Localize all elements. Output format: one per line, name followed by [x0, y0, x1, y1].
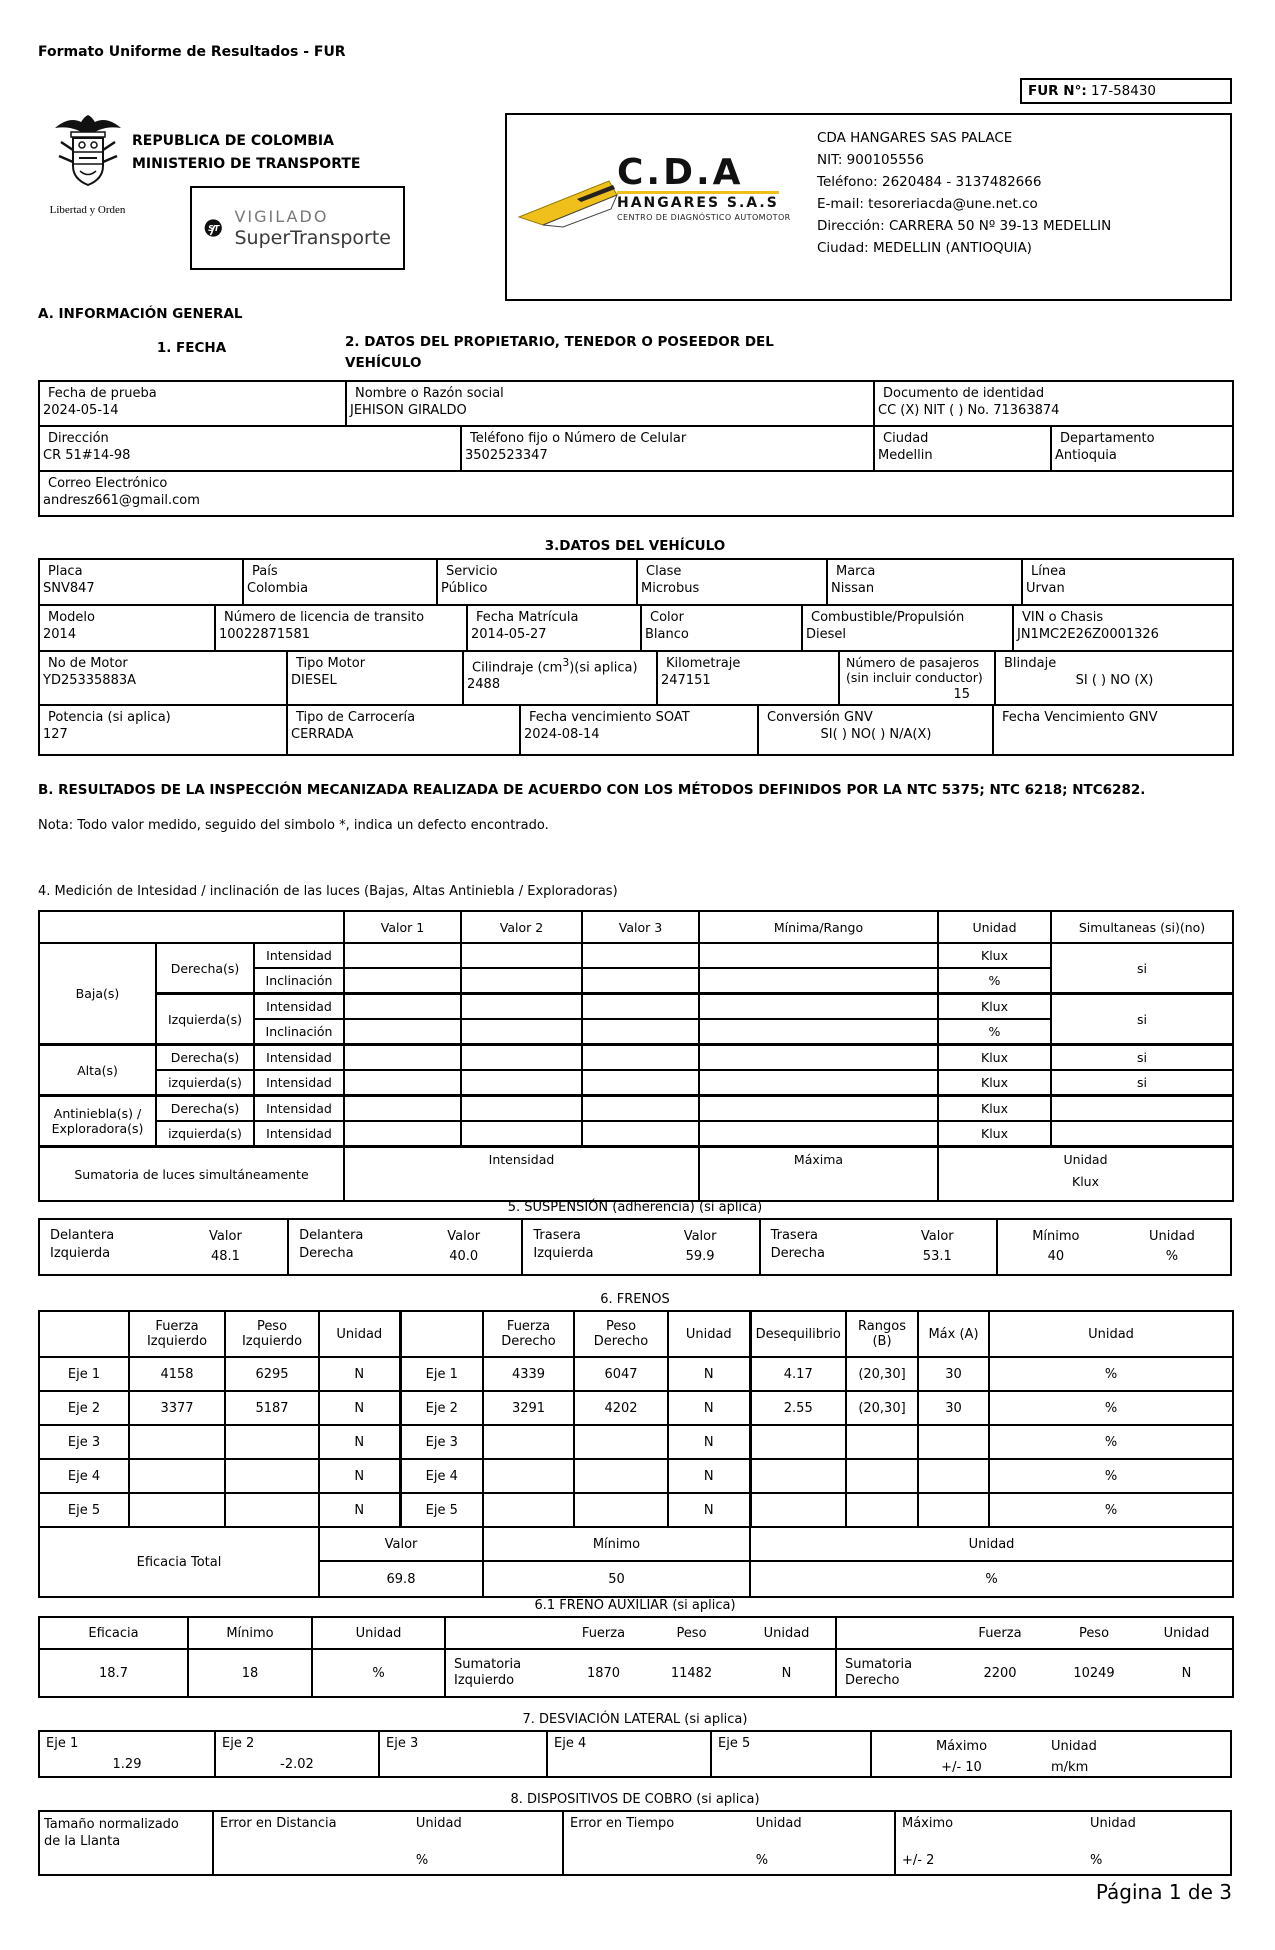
aux-blank	[445, 1617, 562, 1649]
field-placa: Placa SNV847	[39, 559, 243, 605]
empty-cell	[344, 1045, 461, 1071]
lights-unit: Klux	[938, 1121, 1051, 1147]
colombia-coat-of-arms-icon	[49, 112, 127, 200]
suspension-cell: Trasera Derecha Valor 53.1	[761, 1220, 998, 1274]
frenos-corner-cell	[400, 1311, 483, 1357]
field-soat: Fecha vencimiento SOAT 2024-08-14	[520, 705, 758, 755]
desviacion-eje: Eje 3	[380, 1732, 548, 1776]
empty-cell	[344, 1096, 461, 1122]
lights-metric: Intensidad	[254, 1096, 344, 1122]
lights-sim: si	[1051, 1070, 1233, 1096]
lights-unit: Klux	[938, 994, 1051, 1020]
general-info-table	[38, 380, 1234, 517]
aux-izq-unidad: N	[738, 1649, 836, 1697]
frenos-header: Máx (A)	[918, 1311, 989, 1357]
cda-logo-band: HANGARES S.A.S	[617, 191, 779, 211]
cda-name: CDA HANGARES SAS PALACE	[817, 130, 1013, 146]
empty-cell	[344, 943, 461, 968]
empty-cell	[582, 1121, 699, 1147]
suspension-cell: Delantera Derecha Valor 40.0	[289, 1220, 523, 1274]
lights-group-alta: Alta(s)	[39, 1045, 156, 1096]
cobro-tiempo-group: Error en Tiempo Unidad %	[564, 1812, 896, 1874]
aux-sum-izq-label: Sumatoria Izquierdo	[454, 1657, 522, 1688]
empty-cell	[582, 1096, 699, 1122]
coat-of-arms-block	[40, 112, 135, 216]
frenos-eficacia-unidad: %	[750, 1561, 1233, 1597]
empty-cell	[344, 1121, 461, 1147]
frenos-eficacia-header: Unidad	[750, 1527, 1233, 1561]
frenos-eficacia-header: Mínimo	[483, 1527, 750, 1561]
frenos-eficacia-valor: 69.8	[319, 1561, 483, 1597]
field-cilindraje: Cilindraje $(cm^3)(si$ aplica) 2488	[463, 651, 657, 705]
empty-cell	[344, 968, 461, 994]
lights-metric: Intensidad	[254, 943, 344, 968]
lights-unit: %	[938, 1019, 1051, 1045]
frenos-row: Eje 5 N Eje 5 N %	[39, 1493, 1233, 1527]
fecha-section-title: 1. FECHA	[156, 340, 227, 356]
empty-cell	[461, 994, 582, 1020]
section-b-title: B. RESULTADOS DE LA INSPECCIÓN MECANIZADA REALIZADA DE ACUERDO CON LOS MÉTODOS DEFINIDOS POR LA NTC 5375; NTC 6218; NTC6282.	[38, 782, 1146, 798]
cda-nit: NIT: 900105556	[817, 152, 924, 168]
lights-side-izquierda: Izquierda(s)	[156, 994, 254, 1045]
lights-metric: Inclinación	[254, 1019, 344, 1045]
empty-cell	[582, 1045, 699, 1071]
field-modelo: Modelo 2014	[39, 605, 215, 651]
cda-address: Dirección: CARRERA 50 Nº 39-13 MEDELLIN	[817, 218, 1112, 234]
fur-number-box	[1020, 78, 1232, 104]
aux-header: Mínimo	[188, 1617, 312, 1649]
field-no-motor: No de Motor YD25335883A	[39, 651, 287, 705]
cda-email: E-mail: tesoreriacda@une.net.co	[817, 196, 1038, 212]
lights-metric: Intensidad	[254, 994, 344, 1020]
aux-header: Fuerza	[953, 1617, 1047, 1649]
lights-sum-maxima: Máxima	[699, 1147, 938, 1202]
field-pasajeros: Número de pasajeros (sin incluir conductor) 15	[839, 651, 995, 705]
lights-table	[38, 910, 1234, 1202]
coat-caption: Libertad y Orden	[49, 204, 126, 216]
lights-side-derecha: Derecha(s)	[156, 1096, 254, 1122]
lights-sim: si	[1051, 1045, 1233, 1071]
ministry-line: MINISTERIO DE TRANSPORTE	[132, 156, 361, 172]
lights-metric: Intensidad	[254, 1070, 344, 1096]
lights-unit: %	[938, 968, 1051, 994]
field-gnv: Conversión GNV SI( ) NO( ) N/A(X)	[758, 705, 993, 755]
empty-cell	[461, 943, 582, 968]
aux-header: Peso	[645, 1617, 738, 1649]
cobro-tire-label: Tamaño normalizado de la Llanta	[40, 1812, 214, 1874]
lights-unit: Klux	[938, 1045, 1051, 1071]
empty-cell	[699, 1019, 938, 1045]
suspension-table	[38, 1218, 1232, 1276]
empty-cell	[699, 1070, 938, 1096]
field-potencia: Potencia (si aplica) 127	[39, 705, 287, 755]
suspension-min-unit: Mínimo 40 Unidad %	[1032, 1229, 1195, 1264]
lights-sim	[1051, 1096, 1233, 1122]
supertransporte-st-icon	[204, 199, 222, 257]
suspension-cell: Trasera Izquierda Valor 59.9	[523, 1220, 760, 1274]
supertransporte-box	[190, 186, 405, 270]
empty-cell	[461, 1045, 582, 1071]
freno-aux-table	[38, 1616, 1234, 1698]
aux-header: Unidad	[312, 1617, 445, 1649]
cobro-title: 8. DISPOSITIVOS DE COBRO (si aplica)	[510, 1792, 760, 1807]
empty-cell	[461, 1019, 582, 1045]
frenos-header: Unidad	[319, 1311, 400, 1357]
frenos-header: Peso Derecho	[574, 1311, 668, 1357]
frenos-header: Peso Izquierdo	[225, 1311, 319, 1357]
field-matricula: Fecha Matrícula 2014-05-27	[467, 605, 641, 651]
lights-corner-cell	[39, 911, 344, 943]
empty-cell	[344, 1070, 461, 1096]
vehicle-section-title: 3.DATOS DEL VEHÍCULO	[544, 538, 726, 554]
desviacion-eje: Eje 1 1.29	[40, 1732, 216, 1776]
lights-group-baja: Baja(s)	[39, 943, 156, 1045]
field-ciudad: Ciudad Medellin	[874, 426, 1051, 471]
lights-sim: si	[1051, 943, 1233, 994]
lights-side-derecha: Derecha(s)	[156, 1045, 254, 1071]
lights-header-valor1: Valor 1	[344, 911, 461, 943]
fur-label: FUR N°:	[1028, 83, 1087, 99]
lights-header-minima: Mínima/Rango	[699, 911, 938, 943]
aux-header: Unidad	[1141, 1617, 1233, 1649]
nota-text: Nota: Todo valor medido, seguido del simbolo *, indica un defecto encontrado.	[38, 818, 549, 833]
empty-cell	[699, 968, 938, 994]
cobro-max-group: Máximo Unidad +/- 2 %	[902, 1816, 1136, 1868]
desviacion-title: 7. DESVIACIÓN LATERAL (si aplica)	[522, 1712, 748, 1727]
frenos-corner-cell	[39, 1311, 129, 1357]
lights-unit: Klux	[938, 943, 1051, 968]
cda-swoosh-icon	[517, 171, 627, 231]
empty-cell	[699, 1121, 938, 1147]
pasajeros-value: 15	[953, 687, 970, 702]
cda-logo-main: C.D.A	[617, 152, 744, 193]
cobro-table	[38, 1810, 1232, 1876]
aux-eficacia: 18.7	[39, 1649, 188, 1697]
lights-metric: Intensidad	[254, 1045, 344, 1071]
frenos-header: Unidad	[989, 1311, 1233, 1357]
field-servicio: Servicio Público	[437, 559, 637, 605]
lights-side-izquierda: izquierda(s)	[156, 1070, 254, 1096]
owner-section-title: 2. DATOS DEL PROPIETARIO, TENEDOR O POSEEDOR DEL VEHÍCULO	[345, 334, 774, 371]
field-combustible: Combustible/Propulsión Diesel	[802, 605, 1013, 651]
empty-cell	[461, 1096, 582, 1122]
lights-side-derecha: Derecha(s)	[156, 943, 254, 994]
vehicle-table	[38, 558, 1232, 756]
lights-sum-intensidad: Intensidad	[344, 1147, 699, 1202]
cda-info-block	[817, 127, 1111, 259]
suspension-title: 5. SUSPENSIÓN (adherencia) (si aplica)	[507, 1200, 763, 1215]
cda-header-box	[505, 113, 1232, 301]
lights-unit: Klux	[938, 1070, 1051, 1096]
form-title: Formato Uniforme de Resultados - FUR	[38, 44, 346, 60]
aux-blank	[836, 1617, 953, 1649]
empty-cell	[582, 943, 699, 968]
lights-header-simultaneas: Simultaneas (si)(no)	[1051, 911, 1233, 943]
frenos-eficacia-minimo: 50	[483, 1561, 750, 1597]
aux-header: Unidad	[738, 1617, 836, 1649]
aux-header: Fuerza	[562, 1617, 645, 1649]
field-fecha-prueba: Fecha de prueba 2024-05-14	[39, 381, 346, 426]
aux-unidad: %	[312, 1649, 445, 1697]
field-marca: Marca Nissan	[827, 559, 1022, 605]
lights-header-valor3: Valor 3	[582, 911, 699, 943]
lights-sim: si	[1051, 994, 1233, 1045]
frenos-row: Eje 2 3377 5187 N Eje 2 3291 4202 N 2.55 (20,30] 30 %	[39, 1391, 1233, 1425]
lights-header-unidad: Unidad	[938, 911, 1051, 943]
frenos-row: Eje 3 N Eje 3 N %	[39, 1425, 1233, 1459]
desviacion-max-unit: Máximo +/- 10 Unidad m/km	[935, 1739, 1097, 1775]
empty-cell	[582, 968, 699, 994]
page-number: Página 1 de 3	[1095, 1880, 1232, 1904]
field-documento: Documento de identidad CC (X) NIT ( ) No. 71363874	[874, 381, 1233, 426]
aux-header: Eficacia	[39, 1617, 188, 1649]
field-carroceria: Tipo de Carrocería CERRADA	[287, 705, 520, 755]
lights-group-antiniebla: Antiniebla(s) / Exploradora(s)	[39, 1096, 156, 1147]
aux-der-fuerza: 2200	[983, 1665, 1017, 1681]
desviacion-eje: Eje 2 -2.02	[216, 1732, 380, 1776]
aux-header: Peso	[1047, 1617, 1141, 1649]
empty-cell	[699, 1096, 938, 1122]
empty-cell	[344, 1019, 461, 1045]
frenos-title: 6. FRENOS	[600, 1292, 670, 1307]
lights-metric: Intensidad	[254, 1121, 344, 1147]
empty-cell	[461, 1121, 582, 1147]
cda-city: Ciudad: MEDELLIN (ANTIOQUIA)	[817, 240, 1032, 256]
freno-aux-title: 6.1 FRENO AUXILIAR (si aplica)	[534, 1598, 736, 1613]
frenos-row: Eje 4 N Eje 4 N %	[39, 1459, 1233, 1493]
frenos-eficacia-header: Valor	[319, 1527, 483, 1561]
field-linea: Línea Urvan	[1022, 559, 1233, 605]
cobro-distancia-group: Error en Distancia Unidad %	[214, 1812, 564, 1874]
supertransporte-label: SuperTransporte	[234, 226, 391, 249]
lights-unit: Klux	[938, 1096, 1051, 1122]
field-nombre: Nombre o Razón social JEHISON GIRALDO	[346, 381, 874, 426]
field-licencia: Número de licencia de transito 10022871581	[215, 605, 467, 651]
frenos-header: Fuerza Derecho	[483, 1311, 574, 1357]
fur-number: 17-58430	[1091, 83, 1157, 99]
lights-metric: Inclinación	[254, 968, 344, 994]
lights-header-valor2: Valor 2	[461, 911, 582, 943]
empty-cell	[699, 994, 938, 1020]
aux-sum-der-label: Sumatoria Derecho	[845, 1657, 913, 1688]
frenos-header: Desequilibrio	[750, 1311, 846, 1357]
desviacion-eje: Eje 4	[548, 1732, 712, 1776]
frenos-header: Rangos (B)	[846, 1311, 918, 1357]
suspension-cell: Delantera Izquierda Valor 48.1	[40, 1220, 289, 1274]
aux-izq-fuerza: 1870	[586, 1665, 621, 1681]
field-correo: Correo Electrónico andresz661@gmail.com	[39, 471, 1233, 516]
republic-line: REPUBLICA DE COLOMBIA	[132, 133, 334, 149]
aux-der-unidad: N	[1181, 1665, 1192, 1681]
empty-cell	[699, 943, 938, 968]
aux-izq-peso: 11482	[670, 1665, 713, 1681]
frenos-row: Eje 1 4158 6295 N Eje 1 4339 6047 N 4.17 (20,30] 30 %	[39, 1357, 1233, 1391]
cda-phone: Teléfono: 2620484 - 3137482666	[817, 174, 1042, 190]
aux-minimo: 18	[188, 1649, 312, 1697]
frenos-header: Unidad	[668, 1311, 750, 1357]
lights-sim	[1051, 1121, 1233, 1147]
empty-cell	[582, 1070, 699, 1096]
aux-der-peso: 10249	[1073, 1665, 1115, 1681]
section-a-title: A. INFORMACIÓN GENERAL	[38, 306, 243, 322]
field-gnv-vencimiento: Fecha Vencimiento GNV	[993, 705, 1233, 755]
field-direccion: Dirección CR 51#14-98	[39, 426, 461, 471]
ministry-block	[132, 130, 360, 176]
field-blindaje: Blindaje SI ( ) NO (X)	[995, 651, 1233, 705]
empty-cell	[699, 1045, 938, 1071]
field-kilometraje: Kilometraje 247151	[657, 651, 839, 705]
field-departamento: Departamento Antioquia	[1051, 426, 1233, 471]
lights-sum-unidad: Unidad Klux	[938, 1147, 1233, 1202]
cda-logo	[525, 152, 805, 222]
frenos-table	[38, 1310, 1234, 1598]
desviacion-table	[38, 1730, 1232, 1778]
empty-cell	[461, 968, 582, 994]
field-tipo-motor: Tipo Motor DIESEL	[287, 651, 463, 705]
desviacion-eje: Eje 5	[712, 1732, 872, 1776]
frenos-header: Fuerza Izquierdo	[129, 1311, 225, 1357]
empty-cell	[461, 1070, 582, 1096]
empty-cell	[582, 1019, 699, 1045]
svg-text:ST: ST	[208, 223, 220, 233]
lights-side-izquierda: izquierda(s)	[156, 1121, 254, 1147]
field-vin: VIN o Chasis JN1MC2E26Z0001326	[1013, 605, 1233, 651]
empty-cell	[582, 994, 699, 1020]
frenos-eficacia-label: Eficacia Total	[39, 1527, 319, 1597]
field-clase: Clase Microbus	[637, 559, 827, 605]
field-telefono: Teléfono fijo o Número de Celular 3502523347	[461, 426, 874, 471]
field-color: Color Blanco	[641, 605, 802, 651]
field-pais: País Colombia	[243, 559, 437, 605]
lights-section-title: 4. Medición de Intesidad / inclinación de las luces (Bajas, Altas Antiniebla / Exploradoras)	[38, 884, 618, 899]
empty-cell	[344, 994, 461, 1020]
lights-sum-label: Sumatoria de luces simultáneamente	[39, 1147, 344, 1202]
vigilado-label: VIGILADO	[234, 206, 329, 226]
cda-logo-caption: CENTRO DE DIAGNÓSTICO AUTOMOTOR	[617, 213, 791, 222]
